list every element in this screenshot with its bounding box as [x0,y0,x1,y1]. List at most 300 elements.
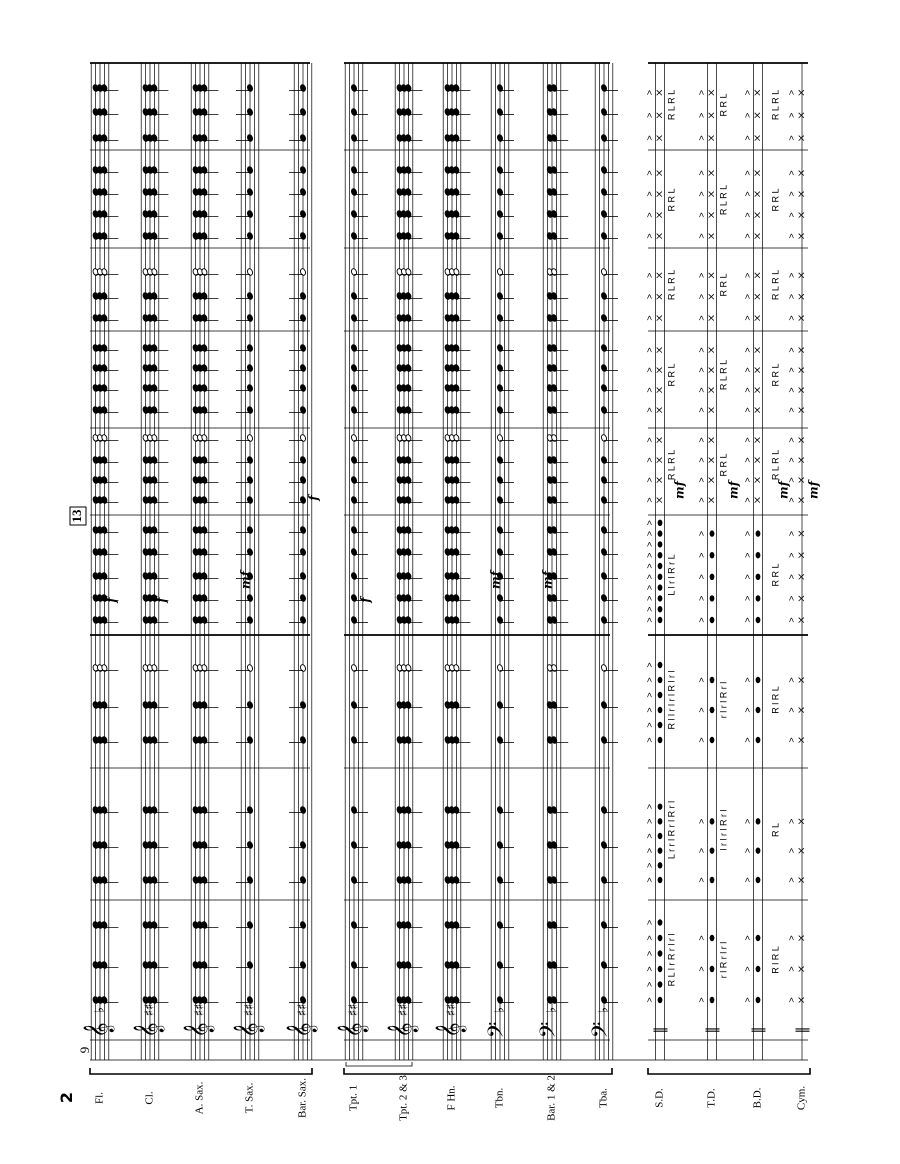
dynamic-m12: f [358,597,373,603]
accent-mark: > [786,477,797,483]
perc-note [658,574,663,580]
x-notehead: × [752,271,764,280]
accent-mark: > [696,677,707,683]
instrument-label-cl: Cl. [143,1091,156,1105]
dynamic-m13: mf [726,481,741,499]
perc-note [658,847,663,853]
accent-mark: > [786,818,797,824]
trumpet-bracket [346,1062,412,1066]
accent-mark: > [742,170,753,176]
accent-mark: > [742,935,753,941]
perc-note [658,692,663,698]
x-notehead: × [796,875,808,885]
accent-mark: > [644,935,655,941]
accent-mark: > [742,407,753,413]
perc-note [658,862,663,868]
x-notehead: × [796,615,808,625]
key-signature-fhn: ♯♯ [444,1003,460,1017]
accent-mark: > [786,707,797,713]
accent-mark: > [696,272,707,278]
perc-note [756,997,761,1003]
sticking-pattern: R R L [666,363,677,387]
perc-note [710,737,715,743]
accent-mark: > [644,606,655,612]
accent-mark: > [742,530,753,537]
instrument-label-fhn: F Hn. [445,1085,458,1111]
accent-mark: > [742,315,753,321]
key-signature-tpt1: ♯♯ [346,1003,362,1017]
accent-mark: > [742,347,753,353]
accent-mark: > [696,407,707,413]
x-notehead: × [796,594,808,603]
accent-mark: > [742,212,753,218]
x-notehead: × [706,405,718,415]
perc-note [658,541,663,547]
x-notehead: × [654,435,666,445]
accent-mark: > [696,367,707,373]
accent-mark: > [742,877,753,883]
accent-mark: > [644,294,655,300]
x-notehead: × [752,345,764,355]
sticking-bd_m10: R L [770,822,781,838]
clef-cl: 𝄞 [134,1022,164,1038]
accent-mark: > [786,457,797,463]
perc-note [658,677,663,683]
accent-mark: > [644,272,655,278]
accent-mark: > [786,367,797,373]
perc-note [710,935,715,941]
perc-note [756,935,761,941]
accent-mark: > [644,315,655,321]
x-notehead: × [796,933,808,943]
sticking-bd_m11: R l R L [770,686,781,714]
x-notehead: × [706,475,718,485]
x-notehead: × [654,313,666,323]
clef-sd: ‖ [652,1026,668,1034]
accent-mark: > [644,877,655,883]
dynamic-m12: mf [488,571,503,589]
accent-mark: > [786,530,797,537]
sticking-td_m10: l r l r l R r l [718,809,729,851]
perc-note [756,877,761,883]
x-notehead: × [796,435,808,445]
instrument-label-tsax: T. Sax. [243,1082,256,1114]
clef-bd: ‖ [750,1026,766,1034]
x-notehead: × [706,385,718,395]
sticking-sd_m10: L r r l R r l R r l [666,800,677,860]
x-notehead: × [796,271,808,280]
clef-tpt1: 𝄞 [338,1022,368,1038]
dynamic-m12: f [104,597,119,603]
x-notehead: × [796,455,808,465]
clef-cym: ‖ [794,1026,810,1034]
perc-note [756,552,761,558]
accent-mark: > [644,722,655,728]
sticking-sd_m9: R L l r R r l r l [666,933,677,987]
sticking-pattern: R L R L [666,89,677,121]
dynamic-m13: mf [776,481,791,499]
x-notehead: × [752,365,764,375]
x-notehead: × [706,111,718,120]
x-notehead: × [752,495,764,505]
instrument-label-td: T.D. [705,1088,718,1108]
x-notehead: × [796,964,808,974]
accent-mark: > [786,552,797,558]
accent-mark: > [786,233,797,239]
accent-mark: > [696,935,707,941]
accent-mark: > [786,737,797,743]
accent-mark: > [786,294,797,300]
perc-note [658,552,663,558]
x-notehead: × [706,345,718,355]
dynamic-m12: f [154,597,169,603]
x-notehead: × [796,365,808,375]
accent-mark: > [742,367,753,373]
x-notehead: × [706,365,718,375]
x-notehead: × [706,133,718,143]
accent-mark: > [742,997,753,1003]
perc-note [658,530,663,536]
sticking-pattern: R R L [770,188,781,212]
perc-note [658,584,663,590]
x-notehead: × [654,210,666,220]
x-notehead: × [796,817,808,826]
accent-mark: > [644,707,655,713]
accent-mark: > [696,966,707,972]
accent-mark: > [786,407,797,413]
perc-note [756,677,761,683]
x-notehead: × [654,133,666,143]
accent-mark: > [786,877,797,883]
x-notehead: × [752,435,764,445]
accent-mark: > [742,387,753,393]
key-signature-fl: ♭ [92,1006,108,1014]
clef-asax: 𝄞 [184,1022,214,1038]
sticking-pattern: R R L [718,273,729,297]
accent-mark: > [644,997,655,1003]
x-notehead: × [654,475,666,485]
perc-note [710,997,715,1003]
key-signature-tba: ♭ [596,1006,612,1014]
perc-note [756,737,761,743]
perc-note [658,617,663,623]
x-notehead: × [706,231,718,241]
clef-tbn: 𝄢 [484,1021,514,1039]
accent-mark: > [696,90,707,96]
accent-mark: > [786,272,797,278]
x-notehead: × [796,133,808,143]
instrument-label-bd: B.D. [751,1087,764,1109]
x-notehead: × [706,455,718,465]
key-signature-bar: ♭ [544,1006,560,1014]
accent-mark: > [644,477,655,483]
perc-note [658,803,663,809]
accent-mark: > [644,966,655,972]
accent-mark: > [644,584,655,591]
perc-note [756,617,761,623]
x-notehead: × [796,475,808,485]
accent-mark: > [786,347,797,353]
accent-mark: > [696,737,707,743]
accent-mark: > [742,966,753,972]
clef-td: ‖ [704,1026,720,1034]
notes-layer [92,84,807,1004]
accent-mark: > [644,617,655,623]
accent-mark: > [742,90,753,96]
accent-mark: > [696,315,707,321]
x-notehead: × [752,405,764,415]
x-notehead: × [796,313,808,323]
x-notehead: × [796,846,808,855]
perc-note [658,662,663,668]
x-notehead: × [796,495,808,505]
accent-mark: > [644,818,655,824]
x-notehead: × [752,475,764,485]
accent-mark: > [786,315,797,321]
perc-note [658,966,663,972]
dynamic-m13: f [306,495,321,501]
accent-mark: > [644,950,655,957]
sticking-pattern: R L R L [770,269,781,301]
x-notehead: × [796,385,808,395]
x-notehead: × [796,735,808,745]
x-notehead: × [654,385,666,395]
perc-note [756,818,761,824]
accent-mark: > [786,170,797,176]
accent-mark: > [644,112,655,118]
x-notehead: × [706,189,718,199]
accent-mark: > [696,112,707,118]
rehearsal-mark: 13 [68,509,84,523]
perc-note [658,997,663,1003]
accent-mark: > [644,457,655,463]
perc-note [710,818,715,824]
accent-mark: > [786,848,797,854]
accent-mark: > [696,552,707,558]
accent-mark: > [696,530,707,537]
x-notehead: × [706,271,718,280]
perc-note [756,595,761,601]
x-notehead: × [796,995,808,1005]
x-notehead: × [796,231,808,241]
x-notehead: × [706,495,718,505]
accent-mark: > [644,233,655,239]
perc-note [658,520,663,526]
x-notehead: × [752,455,764,465]
accent-mark: > [786,135,797,141]
sticking-pattern: R L R L [718,359,729,391]
perc-note [658,737,663,743]
key-signature-asax: ♯♯ [192,1003,208,1017]
instrument-label-tpt1: Tpt. 1 [347,1084,360,1112]
key-signature-cl: ♯♯ [142,1003,158,1017]
accent-mark: > [742,272,753,278]
perc-note [658,950,663,956]
x-notehead: × [796,88,808,97]
x-notehead: × [654,495,666,505]
sticking-pattern: R L R L [666,449,677,481]
x-notehead: × [796,189,808,199]
instrument-label-fl: Fl. [93,1092,106,1104]
accent-mark: > [644,90,655,96]
accent-mark: > [644,662,655,668]
accent-mark: > [644,563,655,569]
dynamic-m13: mf [672,481,687,499]
accent-mark: > [786,212,797,218]
accent-mark: > [786,595,797,602]
perc-note [710,966,715,972]
accent-mark: > [786,966,797,972]
accent-mark: > [742,574,753,580]
accent-mark: > [644,347,655,353]
perc-note [658,919,663,925]
x-notehead: × [706,210,718,220]
sticking-pattern: R R L [666,188,677,212]
perc-note [658,935,663,941]
instrument-label-tbn: Tbn. [493,1087,506,1109]
instrument-label-tpt23: Tpt. 2 & 3 [397,1075,410,1121]
sticking-td_m11: r l r l R r l [718,681,729,719]
accent-mark: > [786,387,797,393]
sticking-pattern: R L R L [666,269,677,301]
clef-fl: 𝄞 [84,1022,114,1038]
accent-mark: > [786,90,797,96]
clef-tsax: 𝄞 [234,1022,264,1038]
accent-mark: > [696,212,707,218]
clef-bsax: 𝄞 [287,1022,317,1038]
accent-mark: > [644,862,655,868]
sticking-pattern: R R L [718,453,729,477]
accent-mark: > [696,347,707,353]
perc-note [756,530,761,536]
sticking-pattern: R L R L [718,184,729,216]
x-notehead: × [796,111,808,120]
sticking-pattern: R R L [770,363,781,387]
x-notehead: × [706,313,718,323]
sticking-sd_m12: L l r l R r L [666,554,677,596]
x-notehead: × [654,168,666,178]
accent-mark: > [742,818,753,824]
perc-note [658,606,663,612]
x-notehead: × [654,365,666,375]
x-notehead: × [752,231,764,241]
key-signature-tpt23: ♯♯ [396,1003,412,1017]
accent-mark: > [644,520,655,526]
page-number: 2 [57,1091,77,1104]
accent-mark: > [696,170,707,176]
accent-mark: > [696,997,707,1003]
x-notehead: × [796,405,808,415]
accent-mark: > [742,457,753,463]
x-notehead: × [654,111,666,120]
x-notehead: × [654,271,666,280]
x-notehead: × [796,551,808,560]
instrument-label-bar: Bar. 1 & 2 [545,1075,558,1121]
accent-mark: > [786,617,797,623]
x-notehead: × [796,168,808,178]
x-notehead: × [752,88,764,97]
accent-mark: > [696,387,707,393]
accent-mark: > [644,919,655,926]
x-notehead: × [752,385,764,395]
dynamic-m12: mf [238,571,253,589]
perc-note [658,722,663,728]
accent-mark: > [786,112,797,118]
sticking-pattern: R R L [718,93,729,117]
accent-mark: > [644,804,655,810]
accent-mark: > [644,497,655,503]
perc-note [658,833,663,839]
accent-mark: > [742,294,753,300]
accent-mark: > [742,737,753,743]
x-notehead: × [706,292,718,301]
perc-note [710,574,715,580]
accent-mark: > [696,457,707,463]
accent-mark: > [742,477,753,483]
accent-mark: > [742,191,753,197]
system-bracket [90,1068,312,1074]
accent-mark: > [742,437,753,443]
accent-mark: > [644,530,655,537]
accent-mark: > [644,737,655,743]
x-notehead: × [752,133,764,143]
accent-mark: > [742,707,753,713]
perc-note [658,563,663,569]
x-notehead: × [752,168,764,178]
accent-mark: > [696,707,707,713]
x-notehead: × [654,345,666,355]
x-notehead: × [654,292,666,301]
perc-note [710,877,715,883]
x-notehead: × [752,313,764,323]
clef-tpt23: 𝄞 [388,1022,418,1038]
system-bracket [344,1068,612,1074]
accent-mark: > [696,497,707,503]
dynamic-m12: mf [540,571,555,589]
x-notehead: × [796,705,808,715]
key-signature-bsax: ♯♯ [295,1003,311,1017]
accent-mark: > [644,437,655,443]
perc-note [710,847,715,853]
sticking-bd_m9: R l R L [770,946,781,974]
accent-mark: > [644,677,655,683]
accent-mark: > [742,595,753,602]
accent-mark: > [696,437,707,443]
accent-mark: > [696,191,707,197]
accent-mark: > [644,981,655,988]
accent-mark: > [644,387,655,393]
perc-note [710,552,715,558]
accent-mark: > [644,574,655,580]
clef-fhn: 𝄞 [436,1022,466,1038]
clef-tba: 𝄢 [588,1021,618,1039]
accent-mark: > [644,367,655,373]
accent-mark: > [644,407,655,413]
accent-mark: > [742,552,753,558]
x-notehead: × [706,88,718,97]
perc-note [756,847,761,853]
accent-mark: > [786,997,797,1003]
accent-mark: > [696,818,707,824]
perc-note [658,707,663,713]
x-notehead: × [654,455,666,465]
perc-note [710,530,715,536]
accent-mark: > [696,848,707,854]
accent-mark: > [696,877,707,883]
accent-mark: > [742,497,753,503]
perc-note [710,595,715,601]
accent-mark: > [644,848,655,854]
